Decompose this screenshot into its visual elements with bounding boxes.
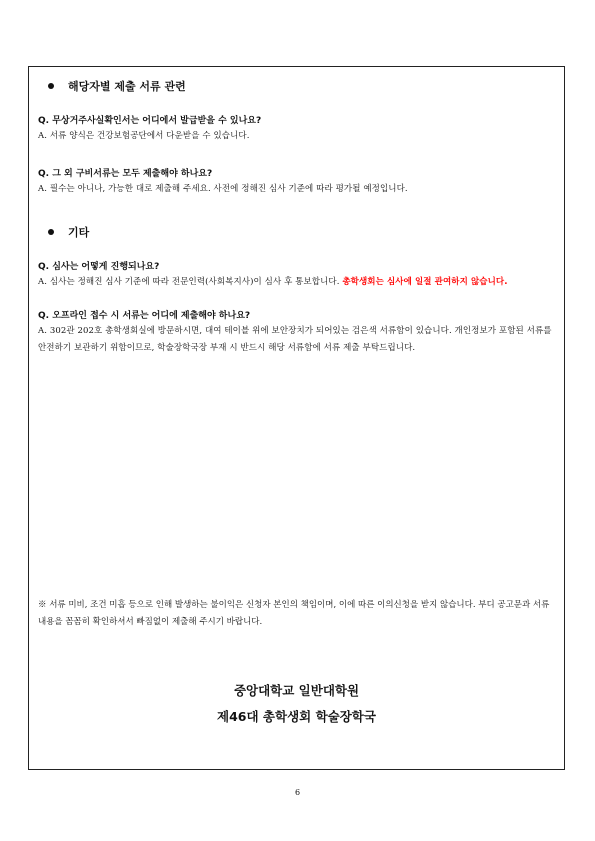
faq-item: [38, 309, 556, 357]
page-number: 6: [294, 788, 301, 797]
faq-question: Q. 심사는 어떻게 진행되나요?: [38, 262, 160, 272]
section-heading-label: 해당자별 제출 서류 관련: [68, 80, 186, 93]
bullet-icon: [48, 83, 54, 89]
faq-question: Q. 그 외 구비서류는 모두 제출해야 하나요?: [38, 169, 213, 179]
faq-question: Q. 오프라인 접수 시 서류는 어디에 제출해야 하나요?: [38, 311, 251, 321]
section-heading-label: 기타: [68, 226, 90, 239]
notice-text: ※ 서류 미비, 조건 미흡 등으로 인해 발생하는 불이익은 신청자 본인의 책임이며, 이에 따른 이의신청을 받지 않습니다. 부디 공고문과 서류 내용을 꼼꼼히 확인하셔서 빠짐없이 제출해 주시기 바랍니다.: [38, 600, 550, 627]
faq-item: [38, 167, 556, 198]
signature-council: 제46대 총학생회 학술장학국: [217, 709, 376, 724]
faq-item: [38, 114, 556, 145]
signature-university: 중앙대학교 일반대학원: [233, 683, 360, 698]
bullet-icon: [48, 229, 54, 235]
faq-answer: A. 302관 202호 총학생회실에 방문하시면, 대여 테이블 위에 보안장치가 되어있는 검은색 서류함이 있습니다. 개인정보가 포함된 서류를 안전하기 보관하기 위함이므로, 학술장학국장 부재 시 반드시 해당 서류함에 서류 제출 부탁드립니다.: [38, 326, 552, 353]
faq-answer: A. 서류 양식은 건강보험공단에서 다운받을 수 있습니다.: [38, 131, 250, 141]
faq-answer-text: A. 심사는 정해진 심사 기준에 따라 전문인력(사회복지사)이 심사 후 통보합니다.: [38, 277, 340, 287]
section-heading-documents: [38, 78, 556, 94]
section-heading-etc: [38, 224, 556, 240]
faq-answer: [38, 274, 556, 291]
faq-item: [38, 260, 556, 291]
faq-answer: A. 필수는 아니나, 가능한 대로 제출해 주세요. 사전에 정해진 심사 기준에 따라 평가될 예정입니다.: [38, 184, 408, 194]
faq-answer-highlight: 총학생회는 심사에 일절 관여하지 않습니다.: [342, 277, 508, 287]
faq-question: Q. 무상거주사실확인서는 어디에서 발급받을 수 있나요?: [38, 116, 262, 126]
faq-content: [38, 78, 556, 379]
